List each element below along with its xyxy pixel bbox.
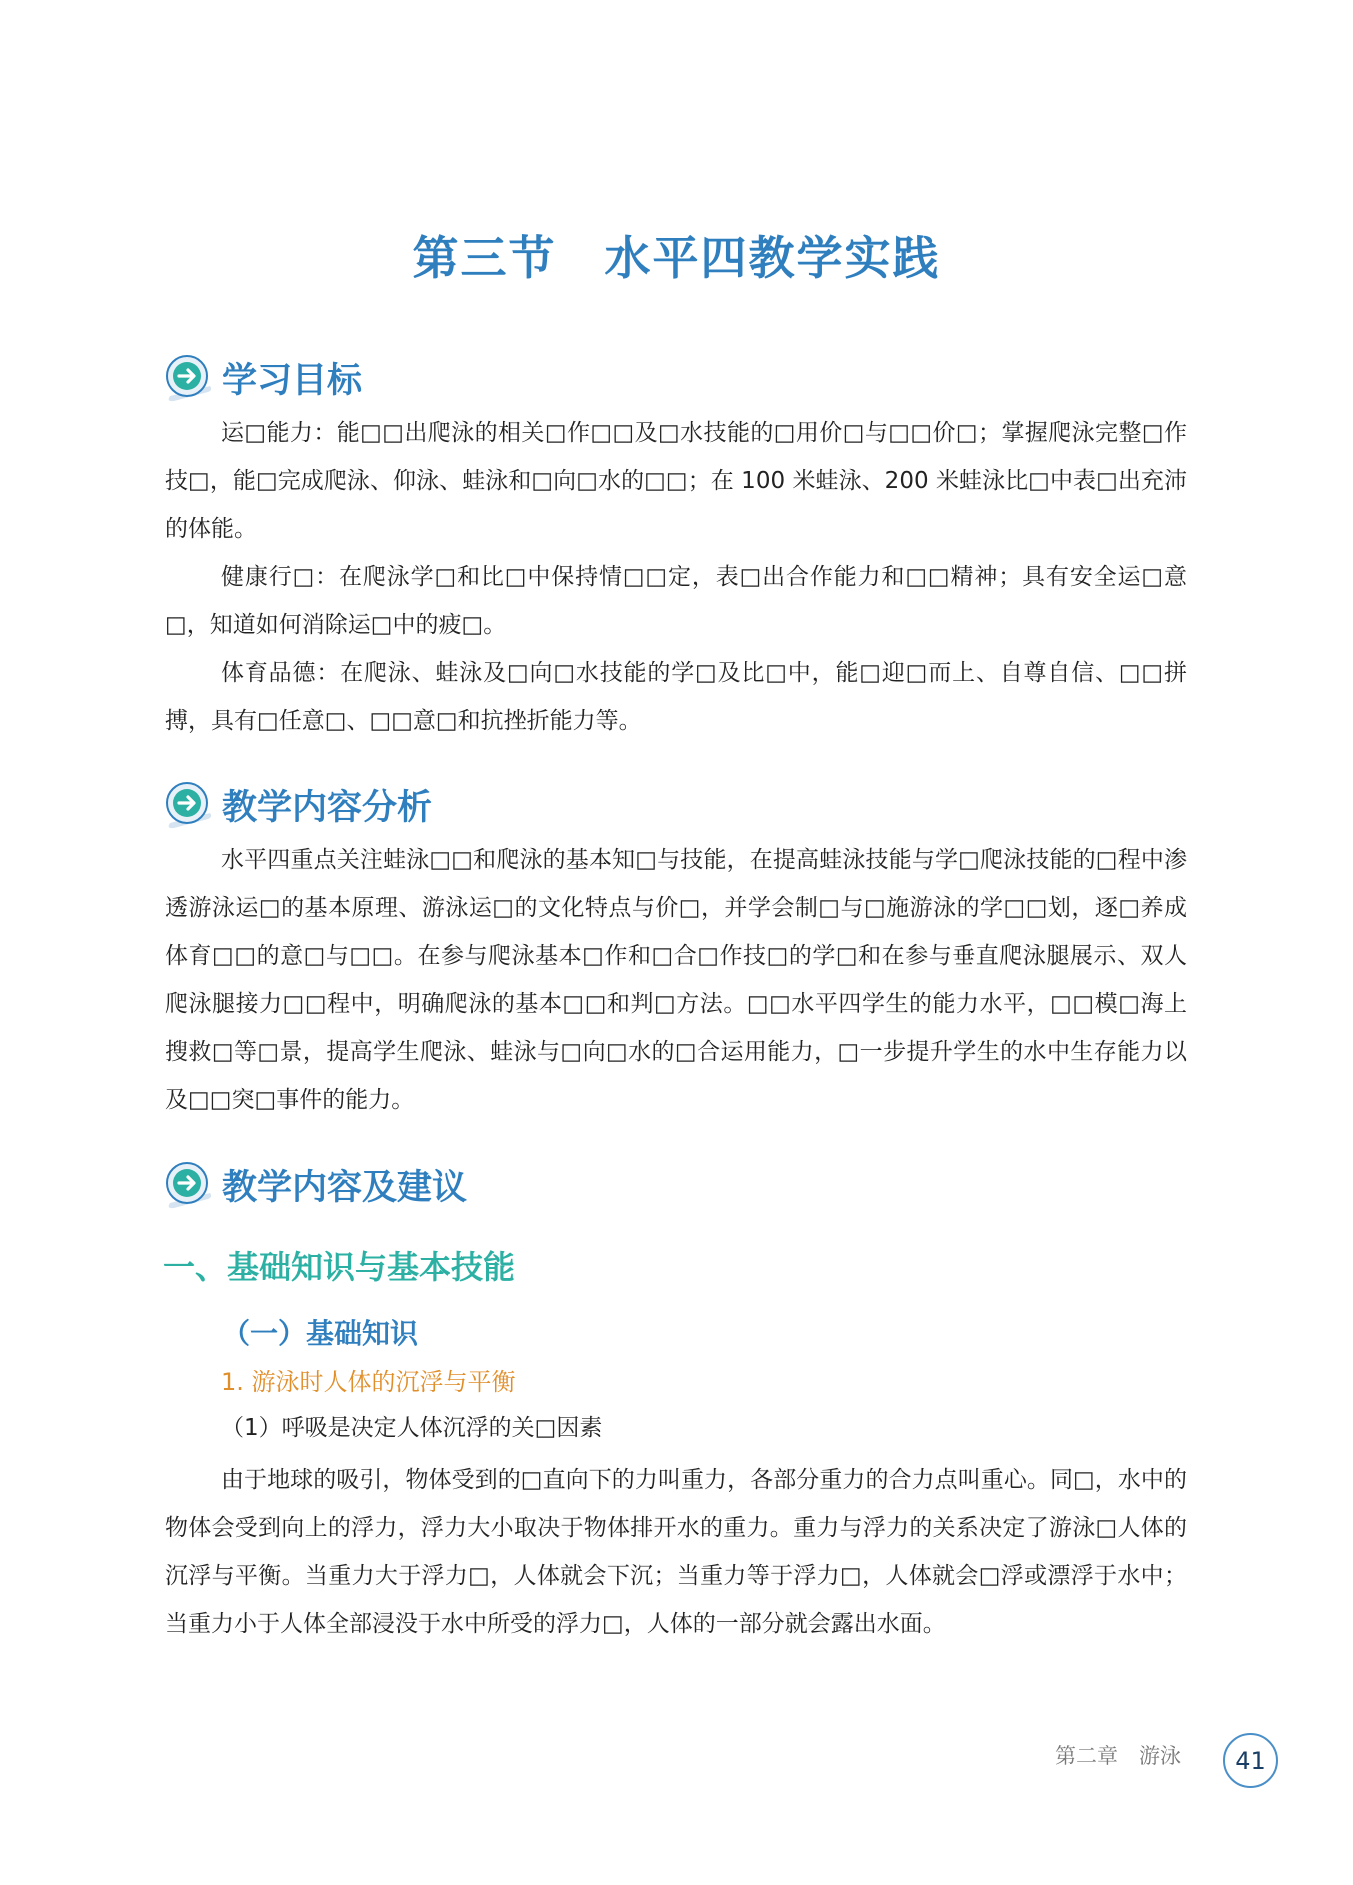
goal-paragraph-health-behavior: 健康行□：在爬泳学□和比□中保持情□□定，表□出合作能力和□□精神；具有安全运□意□，知道如何消除运□中的疲□。 [165, 564, 1187, 638]
footer-chapter: 第二章 游泳 [1055, 1744, 1181, 1768]
heading-buoyancy-balance: 1. 游泳时人体的沉浮与平衡 [221, 1368, 516, 1396]
section-title: 学习目标 [222, 360, 363, 401]
section-title: 教学内容及建议 [222, 1167, 468, 1208]
buoyancy-paragraph: 由于地球的吸引，物体受到的□直向下的力叫重力，各部分重力的合力点叫重心。同□，水中的物体会受到向上的浮力，浮力大小取决于物体排开水的重力。重力与浮力的关系决定了游泳□人体的沉浮与平衡。当重力大于浮力□，人体就会下沉；当重力等于浮力□，人体就会□浮或漂浮于水中；当重力小于人体全部浸没于水中所受的浮力□，人体的一部分就会露出水面。 [165, 1467, 1187, 1637]
content-analysis-paragraph: 水平四重点关注蛙泳□□和爬泳的基本知□与技能，在提高蛙泳技能与学□爬泳技能的□程中渗透游泳运□的基本原理、游泳运□的文化特点与价□，并学会制□与□施游泳的学□□划，逐□养成体育□□的意□与□□。在参与爬泳基本□作和□合□作技□的学□和在参与垂直爬泳腿展示、双人爬泳腿接力□□程中，明确爬泳的基本□□和判□方法。□□水平四学生的能力水平，□□模□海上搜救□等□景，提高学生爬泳、蛙泳与□向□水的□合运用能力，□一步提升学生的水中生存能力以及□□突□事件的能力。 [165, 847, 1187, 1113]
section-header-content-suggestions [162, 1159, 467, 1211]
heading-breathing-factor: （1）呼吸是决定人体沉浮的关□因素 [221, 1415, 603, 1441]
section-header-content-analysis [162, 779, 432, 831]
goal-paragraph-sport-ethics: 体育品德：在爬泳、蛙泳及□向□水技能的学□及比□中，能□迎□而上、自尊自信、□□拼搏，具有□任意□、□□意□和抗挫折能力等。 [165, 660, 1187, 734]
arrow-right-circle-icon [162, 1159, 216, 1211]
section-title: 教学内容分析 [222, 787, 433, 828]
page-title: 第三节 水平四教学实践 [412, 231, 941, 285]
heading-basic-knowledge-skills: 一、基础知识与基本技能 [163, 1248, 516, 1286]
section-header-learning-goals [162, 352, 362, 404]
goal-paragraph-sport-ability: 运□能力：能□□出爬泳的相关□作□□及□水技能的□用价□与□□价□；掌握爬泳完整□作技□，能□完成爬泳、仰泳、蛙泳和□向□水的□□；在 100 米蛙泳、200 米蛙泳比□中表□出充沛的体能。 [165, 420, 1187, 542]
heading-basic-knowledge: （一）基础知识 [222, 1317, 419, 1350]
arrow-right-circle-icon [162, 779, 216, 831]
arrow-right-circle-icon [162, 352, 216, 404]
page-number: 41 [1223, 1733, 1278, 1788]
